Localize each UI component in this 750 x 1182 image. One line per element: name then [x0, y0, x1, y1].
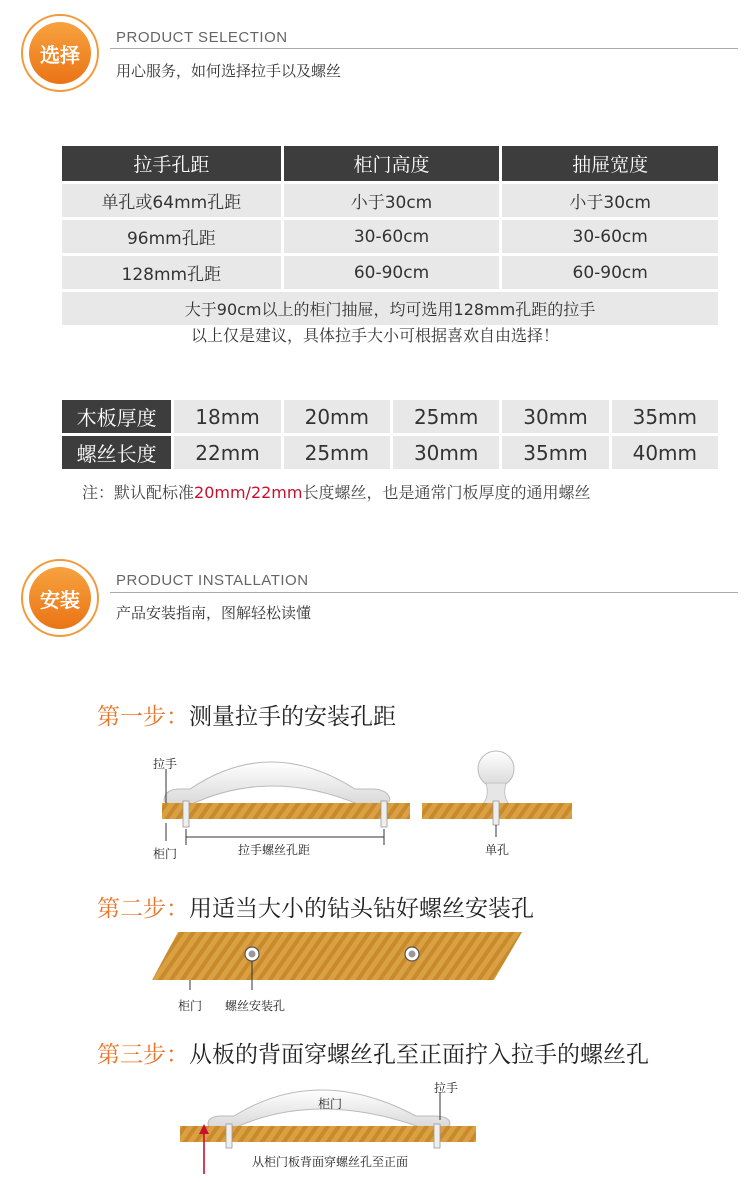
- table-row: [62, 400, 718, 433]
- table-cell: 128mm孔距: [62, 256, 281, 289]
- installation-divider: [110, 592, 738, 593]
- drill-hole-inner: [409, 951, 416, 958]
- knob-shape: [478, 751, 514, 787]
- suggestion-note: 以上仅是建议，具体拉手大小可根据喜欢自由选择！: [190, 326, 559, 345]
- door-board: [152, 932, 522, 980]
- selection-badge: [21, 14, 99, 92]
- installation-badge-label: 安装: [29, 567, 91, 629]
- handle-shape: [164, 762, 390, 805]
- step3-text: 从板的背面穿螺丝孔至正面拧入拉手的螺丝孔: [189, 1042, 649, 1068]
- step2-heading: [97, 890, 534, 923]
- selection-subtitle: 用心服务，如何选择拉手以及螺丝: [116, 62, 342, 80]
- table-row: [62, 436, 718, 469]
- table-cell: 96mm孔距: [62, 220, 281, 253]
- table-cell: 20mm: [281, 400, 390, 433]
- selection-title: PRODUCT SELECTION: [116, 29, 288, 46]
- board-thickness-label: 木板厚度: [62, 400, 171, 433]
- step3-label: 第三步：: [97, 1042, 189, 1068]
- selection-divider: [110, 48, 738, 49]
- table-cell: 35mm: [499, 436, 608, 469]
- caption-handle: 拉手: [153, 757, 178, 771]
- hole-spacing-table: [62, 143, 718, 328]
- table-merged-row: [62, 292, 718, 325]
- step2-diagram: [150, 928, 530, 994]
- screw-icon: [183, 801, 189, 827]
- table-cell: 小于30cm: [499, 184, 718, 217]
- screw-icon: [381, 801, 387, 827]
- merged-cell: 大于90cm以上的柜门抽屉，均可选用128mm孔距的拉手: [62, 292, 718, 325]
- screw-note: [82, 480, 590, 503]
- table-cell: 40mm: [609, 436, 718, 469]
- step1-diagram: [150, 745, 580, 865]
- table-header-row: [62, 146, 718, 181]
- installation-subtitle: 产品安装指南，图解轻松读懂: [116, 604, 312, 622]
- table-row: [62, 256, 718, 289]
- table-cell: 30-60cm: [281, 220, 500, 253]
- table-cell: 25mm: [281, 436, 390, 469]
- screw-note-prefix: 注：默认配标准: [82, 483, 195, 502]
- installation-badge: [21, 559, 99, 637]
- caption-door: 柜门: [318, 1097, 343, 1111]
- screw-icon: [226, 1124, 232, 1148]
- step1-heading: [97, 698, 396, 731]
- table-row: [62, 184, 718, 217]
- table-row: [62, 220, 718, 253]
- screw-note-suffix: 长度螺丝，也是通常门板厚度的通用螺丝: [302, 483, 591, 502]
- step1-text: 测量拉手的安装孔距: [189, 704, 396, 730]
- table-cell: 小于30cm: [281, 184, 500, 217]
- header-hole-spacing: 拉手孔距: [62, 146, 281, 181]
- installation-title: PRODUCT INSTALLATION: [116, 572, 309, 589]
- step1-label: 第一步：: [97, 704, 189, 730]
- selection-badge-label: 选择: [29, 22, 91, 84]
- caption-spacing: 拉手螺丝孔距: [238, 843, 311, 857]
- table-cell: 25mm: [390, 400, 499, 433]
- drill-hole-inner: [249, 951, 256, 958]
- screw-length-table: [62, 397, 718, 472]
- header-drawer-width: 抽屉宽度: [499, 146, 718, 181]
- caption-door: 柜门: [153, 847, 178, 861]
- caption-through: 从柜门板背面穿螺丝孔至正面: [252, 1155, 409, 1169]
- header-door-height: 柜门高度: [281, 146, 500, 181]
- door-board: [162, 803, 410, 819]
- table-cell: 60-90cm: [499, 256, 718, 289]
- screw-note-highlight: 20mm/22mm: [194, 483, 303, 502]
- table-cell: 18mm: [171, 400, 280, 433]
- screw-length-label: 螺丝长度: [62, 436, 171, 469]
- table-cell: 35mm: [609, 400, 718, 433]
- table-cell: 单孔或64mm孔距: [62, 184, 281, 217]
- table-cell: 30-60cm: [499, 220, 718, 253]
- caption-handle: 拉手: [434, 1081, 459, 1095]
- table-cell: 60-90cm: [281, 256, 500, 289]
- table-cell: 30mm: [390, 436, 499, 469]
- caption-single: 单孔: [485, 843, 510, 857]
- caption-hole: 螺丝安装孔: [225, 999, 286, 1013]
- step2-text: 用适当大小的钻头钻好螺丝安装孔: [189, 896, 534, 922]
- caption-door: 柜门: [178, 999, 203, 1013]
- screw-icon: [493, 801, 499, 825]
- table-cell: 30mm: [499, 400, 608, 433]
- door-board: [180, 1126, 476, 1142]
- step3-heading: [97, 1036, 649, 1069]
- table-cell: 22mm: [171, 436, 280, 469]
- screw-icon: [434, 1124, 440, 1148]
- step2-label: 第二步：: [97, 896, 189, 922]
